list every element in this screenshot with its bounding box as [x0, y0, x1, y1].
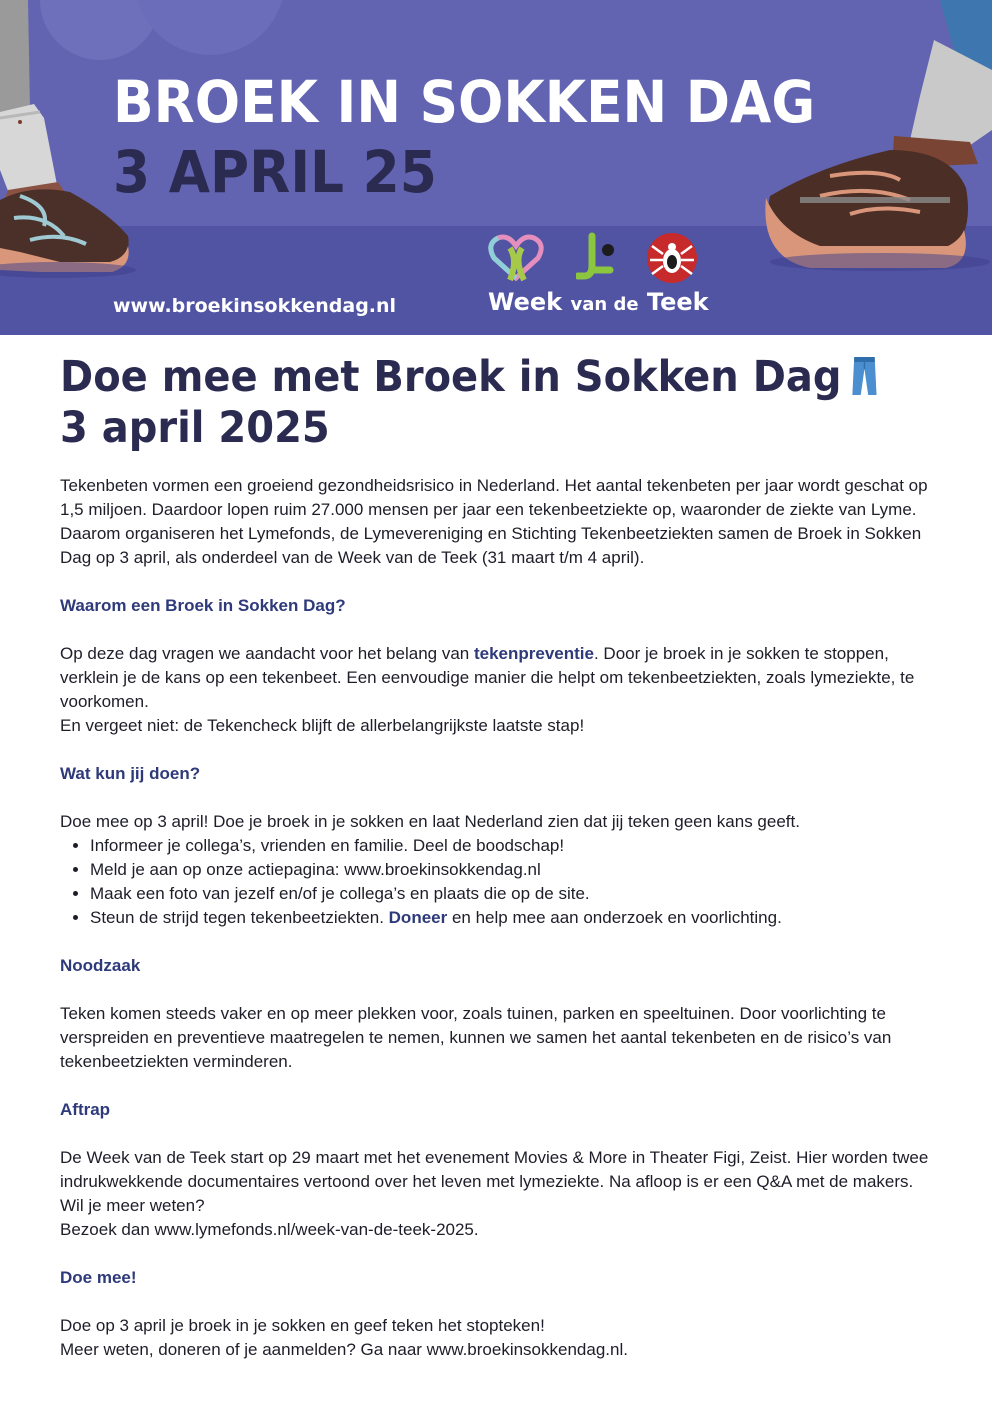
- tick-icon: [646, 232, 698, 284]
- lyme-logo-icon: [576, 232, 620, 284]
- banner-url-link[interactable]: www.broekinsokkendag.nl: [113, 295, 397, 317]
- section-heading-waarom: Waarom een Broek in Sokken Dag?: [60, 596, 346, 615]
- header-banner: [0, 0, 992, 335]
- doemee-line2: Meer weten, doneren of je aanmelden? Ga naar www.broekinsokkendag.nl.: [60, 1340, 628, 1359]
- wat-intro: Doe mee op 3 april! Doe je broek in je sokken en laat Nederland zien dat jij teken geen kans geeft.: [60, 812, 800, 831]
- intro-paragraph: Tekenbeten vormen een groeiend gezondheidsrisico in Nederland. Het aantal tekenbeten per jaar wordt geschat op 1,5 miljoen. Daardoor lopen ruim 27.000 mensen per jaar een tekenbeetziekte op, waaronder de ziekte van Lyme. Daarom organiseren het Lymefonds, de Lymevereniging en Stichting Tekenbeetziekten samen de Broek in Sokken Dag op 3 april, als onderdeel van de Week van de Teek (31 maart t/m 4 april).: [60, 476, 928, 567]
- list-item: • Steun de strijd tegen tekenbeetziekten. Doneer en help mee aan onderzoek en voorlichting.: [90, 906, 940, 930]
- waarom-paragraph: Op deze dag vragen we aandacht voor het belang van tekenpreventie. Door je broek in je sokken te stoppen, verklein je de kans op een tekenbeet. Een eenvoudige manier die helpt om tekenbeetziekten, zoals lymeziekte, te voorkomen.: [60, 644, 915, 711]
- doneer-link[interactable]: Doneer: [388, 908, 448, 927]
- right-shoe-icon: [760, 0, 992, 280]
- heart-ribbon-icon: [488, 232, 548, 284]
- section-heading-aftrap: Aftrap: [60, 1100, 111, 1119]
- action-list: [60, 834, 940, 930]
- week-van-de-teek-logo: [488, 232, 708, 322]
- list-item: • Maak een foto van jezelf en/of je collega’s en plaats die op de site.: [90, 882, 940, 906]
- list-item: • Meld je aan op onze actiepagina: www.broekinsokkendag.nl: [90, 858, 940, 882]
- logo-wordmark: Week van de Teek: [488, 288, 709, 316]
- article-content: [60, 352, 940, 1362]
- banner-date: 3 APRIL 25: [113, 138, 437, 206]
- list-item: • Informeer je collega’s, vrienden en familie. Deel de boodschap!: [90, 834, 940, 858]
- section-heading-doemee: Doe mee!: [60, 1268, 137, 1287]
- decorative-circle: [135, 0, 285, 55]
- aftrap-link-line: Bezoek dan www.lymefonds.nl/week-van-de-teek-2025.: [60, 1220, 479, 1239]
- banner-title: BROEK IN SOKKEN DAG: [113, 68, 816, 136]
- jeans-icon: [851, 355, 879, 397]
- waarom-reminder: En vergeet niet: de Tekencheck blijft de allerbelangrijkste laatste stap!: [60, 716, 585, 735]
- section-heading-noodzaak: Noodzaak: [60, 956, 141, 975]
- section-heading-wat: Wat kun jij doen?: [60, 764, 201, 783]
- aftrap-paragraph: De Week van de Teek start op 29 maart met het evenement Movies & More in Theater Figi, Zeist. Hier worden twee indrukwekkende documentaires vertoond over het leven met lymeziekte. Na afloop is er een Q&A met de makers. Wil je meer weten?: [60, 1148, 929, 1215]
- noodzaak-paragraph: Teken komen steeds vaker en op meer plekken voor, zoals tuinen, parken en speeltuinen. Door voorlichting te verspreiden en preventieve maatregelen te nemen, kunnen we samen het aantal tekenbeten en de risico’s van tekenbeetziekten verminderen.: [60, 1004, 892, 1071]
- tekenpreventie-link[interactable]: tekenpreventie: [473, 644, 594, 663]
- page-title: Doe mee met Broek in Sokken Dag 3 april 2025: [60, 352, 878, 454]
- doemee-line1: Doe op 3 april je broek in je sokken en geef teken het stopteken!: [60, 1316, 545, 1335]
